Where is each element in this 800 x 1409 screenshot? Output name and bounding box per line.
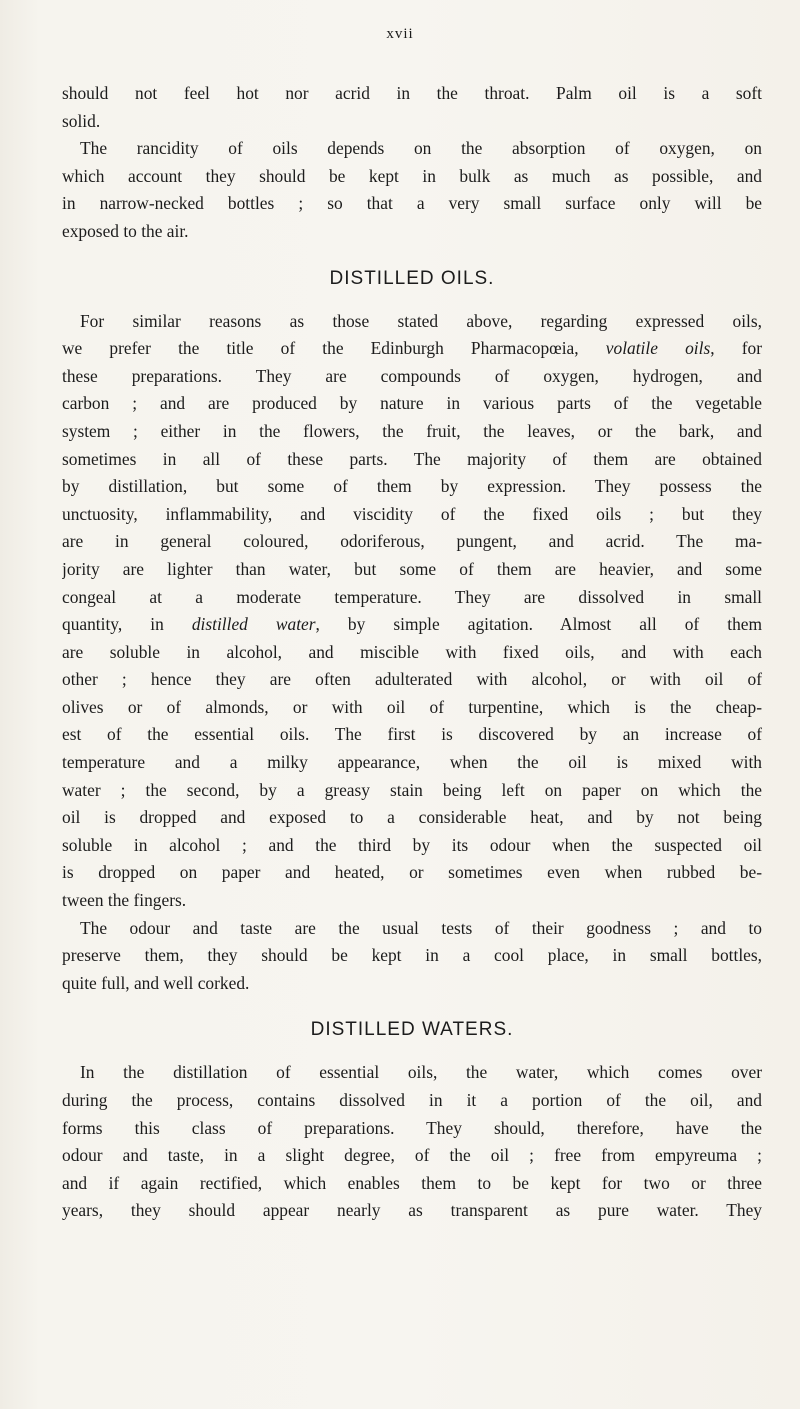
paragraph-rancidity [62, 135, 762, 245]
page-body [62, 80, 762, 1225]
paragraph-palm-oil [62, 80, 762, 135]
text-line: odour and taste, in a slight degree, of the oil ; free from empyreuma ; [62, 1145, 762, 1166]
text-line: forms this class of preparations. They should, therefore, have the [62, 1117, 762, 1138]
text-line: other ; hence they are often adulterated with alcohol, or with oil of [62, 669, 762, 690]
text-line: should not feel hot nor acrid in the throat. Palm oil is a soft [62, 83, 762, 103]
text-line: exposed to the air. [62, 220, 189, 241]
text-line: during the process, contains dissolved in it a portion of the oil, and [62, 1090, 762, 1110]
text-line: unctuosity, inflammability, and viscidity of the fixed oils ; but they [62, 503, 762, 524]
paragraph-tests [62, 915, 762, 998]
text-line: water ; the second, by a greasy stain being left on paper on which the [62, 779, 762, 800]
text-line: solid. [62, 110, 101, 131]
text-line: oil is dropped and exposed to a considerable heat, and by not being [62, 807, 762, 828]
text-line: sometimes in all of these parts. The majority of them are obtained [62, 448, 762, 469]
heading-distilled-waters: DISTILLED WATERS. [310, 1019, 514, 1041]
paragraph-distilled-waters [62, 1059, 762, 1225]
text-line: in narrow-necked bottles ; so that a very small surface only will be [62, 193, 762, 214]
page-number: xvii [386, 26, 414, 42]
text-line: are in general coloured, odoriferous, pungent, and acrid. The ma- [62, 531, 762, 552]
text-line: In the distillation of essential oils, the water, which comes over [80, 1062, 762, 1083]
text-line: For similar reasons as those stated above, regarding expressed oils, [80, 310, 762, 331]
text-line: est of the essential oils. The first is discovered by an increase of [62, 724, 762, 745]
text-line: congeal at a moderate temperature. They are dissolved in small [62, 586, 762, 607]
text-line: olives or of almonds, or with oil of turpentine, which is the cheap- [62, 696, 762, 717]
text-line: The rancidity of oils depends on the absorption of oxygen, on [80, 138, 762, 159]
text-line: quite full, and well corked. [62, 972, 250, 993]
paragraph-distilled-oils [62, 308, 762, 915]
text-line: we prefer the title of the Edinburgh Pharmacopœia, volatile oils, for [62, 338, 762, 359]
text-line: system ; either in the flowers, the fruit, the leaves, or the bark, and [62, 420, 762, 441]
text-line: these preparations. They are compounds of oxygen, hydrogen, and [62, 365, 762, 386]
text-line: is dropped on paper and heated, or sometimes even when rubbed be- [62, 862, 762, 883]
text-line: which account they should be kept in bulk as much as possible, and [62, 165, 762, 186]
text-line: quantity, in distilled water, by simple agitation. Almost all of them [62, 614, 762, 635]
text-line: carbon ; and are produced by nature in various parts of the vegetable [62, 393, 762, 414]
text-line: preserve them, they should be kept in a cool place, in small bottles, [62, 945, 762, 966]
italic-term: distilled water [191, 614, 316, 635]
text-line: The odour and taste are the usual tests of their goodness ; and to [80, 917, 762, 938]
text-line: years, they should appear nearly as transparent as pure water. They [62, 1200, 762, 1221]
italic-term: volatile oils [605, 338, 711, 359]
text-line: jority are lighter than water, but some of them are heavier, and some [62, 558, 762, 579]
text-line: tween the fingers. [62, 890, 187, 911]
text-line: and if again rectified, which enables them to be kept for two or three [62, 1172, 762, 1193]
text-line: temperature and a milky appearance, when the oil is mixed with [62, 752, 762, 773]
text-line: are soluble in alcohol, and miscible with fixed oils, and with each [62, 641, 762, 662]
heading-distilled-oils: DISTILLED OILS. [329, 267, 495, 289]
text-line: soluble in alcohol ; and the third by its odour when the suspected oil [62, 834, 762, 855]
text-line: by distillation, but some of them by expression. They possess the [62, 476, 762, 497]
